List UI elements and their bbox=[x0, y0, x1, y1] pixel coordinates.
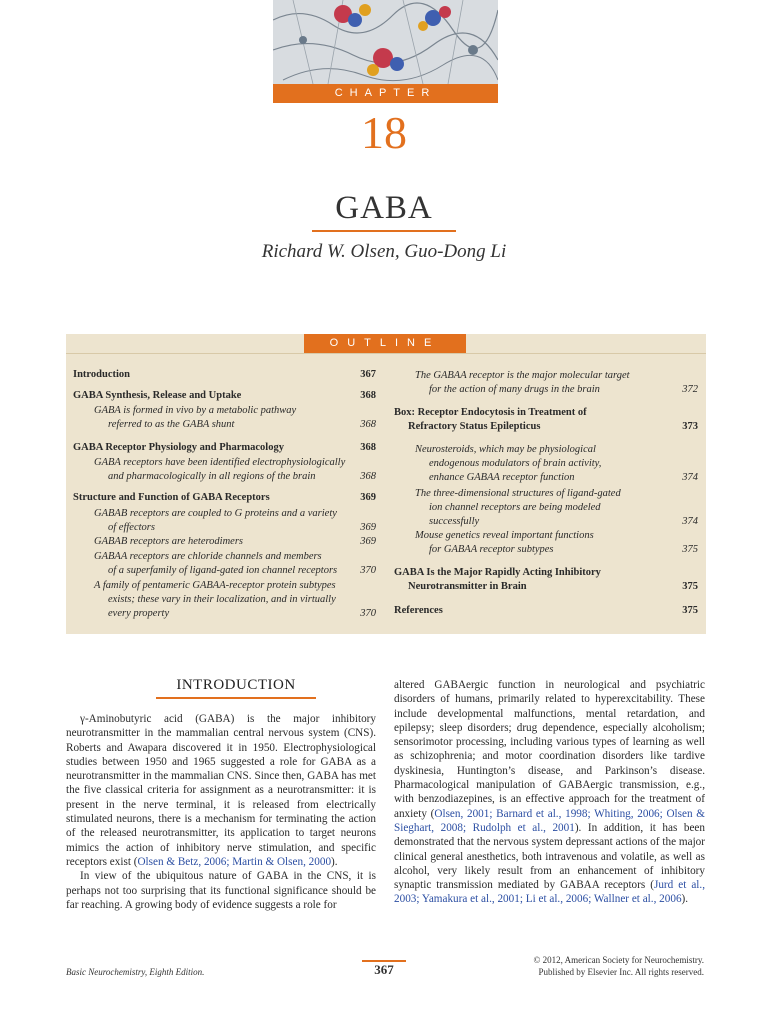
chapter-illustration bbox=[273, 0, 498, 84]
chapter-title: GABA bbox=[335, 190, 433, 226]
outline-entry[interactable]: Structure and Function of GABA Receptors 369 bbox=[73, 492, 376, 503]
outline-entry[interactable]: GABA Synthesis, Release and Uptake 368 bbox=[73, 390, 376, 401]
paragraph: γ-Aminobutyric acid (GABA) is the major inhibitory neurotransmitter in the mammalian central nervous system (CNS). Roberts and Awapara discovered it in 1950. Electrophysiological studies between 1950 and 1965 suggested a role for GABA as a neurotransmitter in the mammalian CNS. Since then, GABA has met the five classical criteria for assignment as a neurotransmitter: it is present in the nerve terminal, it is released from electrically stimulated neurons, there is a mechanism for terminating the action of the released neurotransmitter, its application to target neurons mimics the action of inhibitory nerve stimulation, and specific receptors exist (Olsen & Betz, 2006; Martin & Olsen, 2000). bbox=[66, 713, 376, 868]
chapter-label: CHAPTER bbox=[273, 84, 498, 103]
body-column-right bbox=[394, 678, 705, 907]
outline-subentry[interactable]: GABAB receptors are coupled to G proteins and a variety of effectors 369 bbox=[94, 508, 376, 533]
outline-entry[interactable]: GABA Is the Major Rapidly Acting Inhibitory Neurotransmitter in Brain 375 bbox=[394, 567, 698, 592]
paragraph: altered GABAergic function in neurological and psychiatric disorders of humans, primarily related to hyperexcitability. These include developmental malfunctions, mental retardation, and epilepsy; sleep disorders; drug dependence, especially alcoholism; sensorimotor processing, including various types of learning as well as schizophrenia; and motor coordination disorders like tardive dyskinesia, Huntington’s disease, and Parkinson’s disease. Pharmacological manipulation of GABAergic transmission, e.g., with benzodiazepines, is an effective approach for the treatment of anxiety (Olsen, 2001; Barnard et al., 1998; Whiting, 2006; Olsen & Sieghart, 2008; Rudolph et al., 2001). In addition, it has been demonstrated that the nervous system depressant actions of the major clinical general anesthetics, both intravenous and volatile, as well as alcohol, very likely result from an enhancement of inhibitory synaptic transmission mediated by GABAA receptors (Jurd et al., 2003; Yamakura et al., 2001; Li et al., 2006; Wallner et al., 2006). bbox=[394, 679, 705, 906]
authors: Richard W. Olsen, Guo-Dong Li bbox=[261, 241, 507, 262]
copyright-line: Published by Elsevier Inc. All rights reserved. bbox=[538, 967, 704, 977]
outline-subentry[interactable]: The GABAA receptor is the major molecular target for the action of many drugs in the brain 372 bbox=[415, 370, 698, 395]
outline-entry[interactable]: GABA Receptor Physiology and Pharmacology 368 bbox=[73, 442, 376, 453]
outline-subentry[interactable]: GABAB receptors are heterodimers 369 bbox=[94, 536, 376, 547]
outline-subentry[interactable]: The three-dimensional structures of ligand-gated ion channel receptors are being modeled successfully 374 bbox=[415, 488, 698, 527]
copyright-line: © 2012, American Society for Neurochemistry. bbox=[533, 955, 704, 965]
citation-link[interactable]: Olsen & Betz, 2006; Martin & Olsen, 2000 bbox=[137, 855, 332, 868]
section-heading: INTRODUCTION bbox=[176, 677, 296, 693]
outline-label: OUTLINE bbox=[304, 334, 466, 353]
chapter-number: 18 bbox=[361, 107, 407, 158]
outline-subentry[interactable]: GABA is formed in vivo by a metabolic pathway referred to as the GABA shunt 368 bbox=[94, 405, 376, 430]
outline-entry[interactable]: Box: Receptor Endocytosis in Treatment of Refractory Status Epilepticus 373 bbox=[394, 407, 698, 432]
outline-subentry[interactable]: GABAA receptors are chloride channels and members of a superfamily of ligand-gated ion channel receptors 370 bbox=[94, 551, 376, 576]
outline-subentry[interactable]: A family of pentameric GABAA-receptor protein subtypes exists; these vary in their localization, and in virtually every property 370 bbox=[94, 580, 376, 619]
citation-link[interactable]: Jurd et al., 2003; Yamakura et al., 2001; Li et al., 2006; Wallner et al., 2006 bbox=[394, 879, 705, 906]
page-number: 367 bbox=[374, 962, 394, 977]
outline-subentry[interactable]: Mouse genetics reveal important functions for GABAA receptor subtypes 375 bbox=[415, 530, 698, 555]
outline-entry[interactable]: Introduction 367 bbox=[73, 369, 376, 380]
copyright bbox=[534, 954, 704, 978]
outline-subentry[interactable]: Neurosteroids, which may be physiological endogenous modulators of brain activity, enhance GABAA receptor function 374 bbox=[415, 444, 698, 483]
paragraph: In view of the ubiquitous nature of GABA in the CNS, it is perhaps not too surprising that its functional significance should be far reaching. A growing body of evidence suggests a role for bbox=[66, 870, 376, 911]
section-divider bbox=[156, 697, 316, 699]
molecular-art-icon bbox=[273, 0, 498, 84]
title-divider bbox=[312, 230, 456, 232]
outline-entry[interactable]: References 375 bbox=[394, 605, 698, 616]
book-title: Basic Neurochemistry, Eighth Edition. bbox=[66, 967, 205, 977]
body-column-left bbox=[66, 712, 376, 912]
citation-link[interactable]: Olsen, 2001; Barnard et al., 1998; Whiting, 2006; Olsen & Sieghart, 2008; Rudolph et al., 2001 bbox=[394, 807, 705, 834]
outline-subentry[interactable]: GABA receptors have been identified electrophysiologically and pharmacologically in all regions of the brain 368 bbox=[94, 457, 376, 482]
outline-divider bbox=[66, 353, 706, 354]
